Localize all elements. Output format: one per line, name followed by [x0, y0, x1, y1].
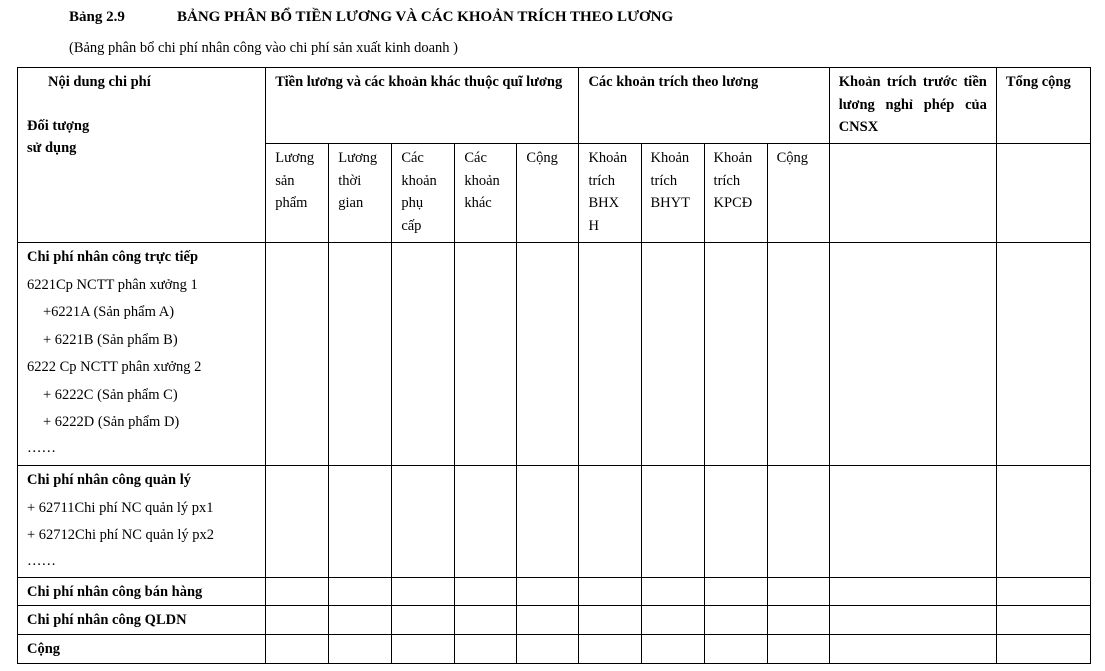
row-label-direct-labor: Chi phí nhân công trực tiếp 6221Cp NCTT phân xưởng 1 +6221A (Sản phẩm A) + 6221B (Sản phẩm B) 6222 Cp NCTT phân xưởng 2 + 6222C (Sản phẩm C) + 6222D (Sản phẩm D) ……	[18, 243, 266, 466]
table-row	[18, 243, 1091, 466]
row-label-qldn-labor: Chi phí nhân công QLDN	[18, 606, 266, 635]
empty-cell	[829, 144, 996, 243]
subheader-bhyt: Khoản trích BHYT	[641, 144, 704, 243]
table-title: BẢNG PHÂN BỔ TIỀN LƯƠNG VÀ CÁC KHOẢN TRÍCH THEO LƯƠNG	[177, 9, 674, 25]
header-cost-content: Nội dung chi phí Đối tượng sử dụng	[18, 68, 266, 243]
subheader-allowances: Các khoản phụ cấp	[392, 144, 455, 243]
table-heading	[69, 9, 673, 26]
subheader-piece-wage: Lương sản phẩm	[266, 144, 329, 243]
row-label-sales-labor: Chi phí nhân công bán hàng	[18, 578, 266, 606]
row-label-total: Cộng	[18, 635, 266, 664]
row-label-management-labor: Chi phí nhân công quản lý + 62711Chi phí NC quản lý px1 + 62712Chi phí NC quản lý px2 ……	[18, 466, 266, 578]
subheader-bhxh: Khoản trích BHX H	[579, 144, 641, 243]
table-row	[18, 578, 1091, 606]
table-row	[18, 635, 1091, 664]
table-row	[18, 606, 1091, 635]
table-subtitle: (Bảng phân bổ chi phí nhân công vào chi phí sản xuất kinh doanh )	[69, 40, 459, 56]
table-row	[18, 466, 1091, 578]
subheader-deductions-subtotal: Cộng	[767, 144, 829, 243]
allocation-table	[17, 67, 1091, 664]
table-number: Bảng 2.9	[69, 9, 125, 25]
header-grand-total: Tổng cộng	[996, 68, 1090, 144]
subheader-salary-subtotal: Cộng	[517, 144, 579, 243]
empty-cell	[996, 144, 1090, 243]
subheader-kpcd: Khoản trích KPCĐ	[704, 144, 767, 243]
header-salary-group: Tiền lương và các khoản khác thuộc quĩ lương	[266, 68, 579, 144]
subheader-time-wage: Lương thời gian	[329, 144, 392, 243]
header-deductions-group: Các khoản trích theo lương	[579, 68, 829, 144]
header-leave-provision: Khoản trích trước tiền lương nghỉ phép của CNSX	[829, 68, 996, 144]
subheader-other-items: Các khoản khác	[455, 144, 517, 243]
